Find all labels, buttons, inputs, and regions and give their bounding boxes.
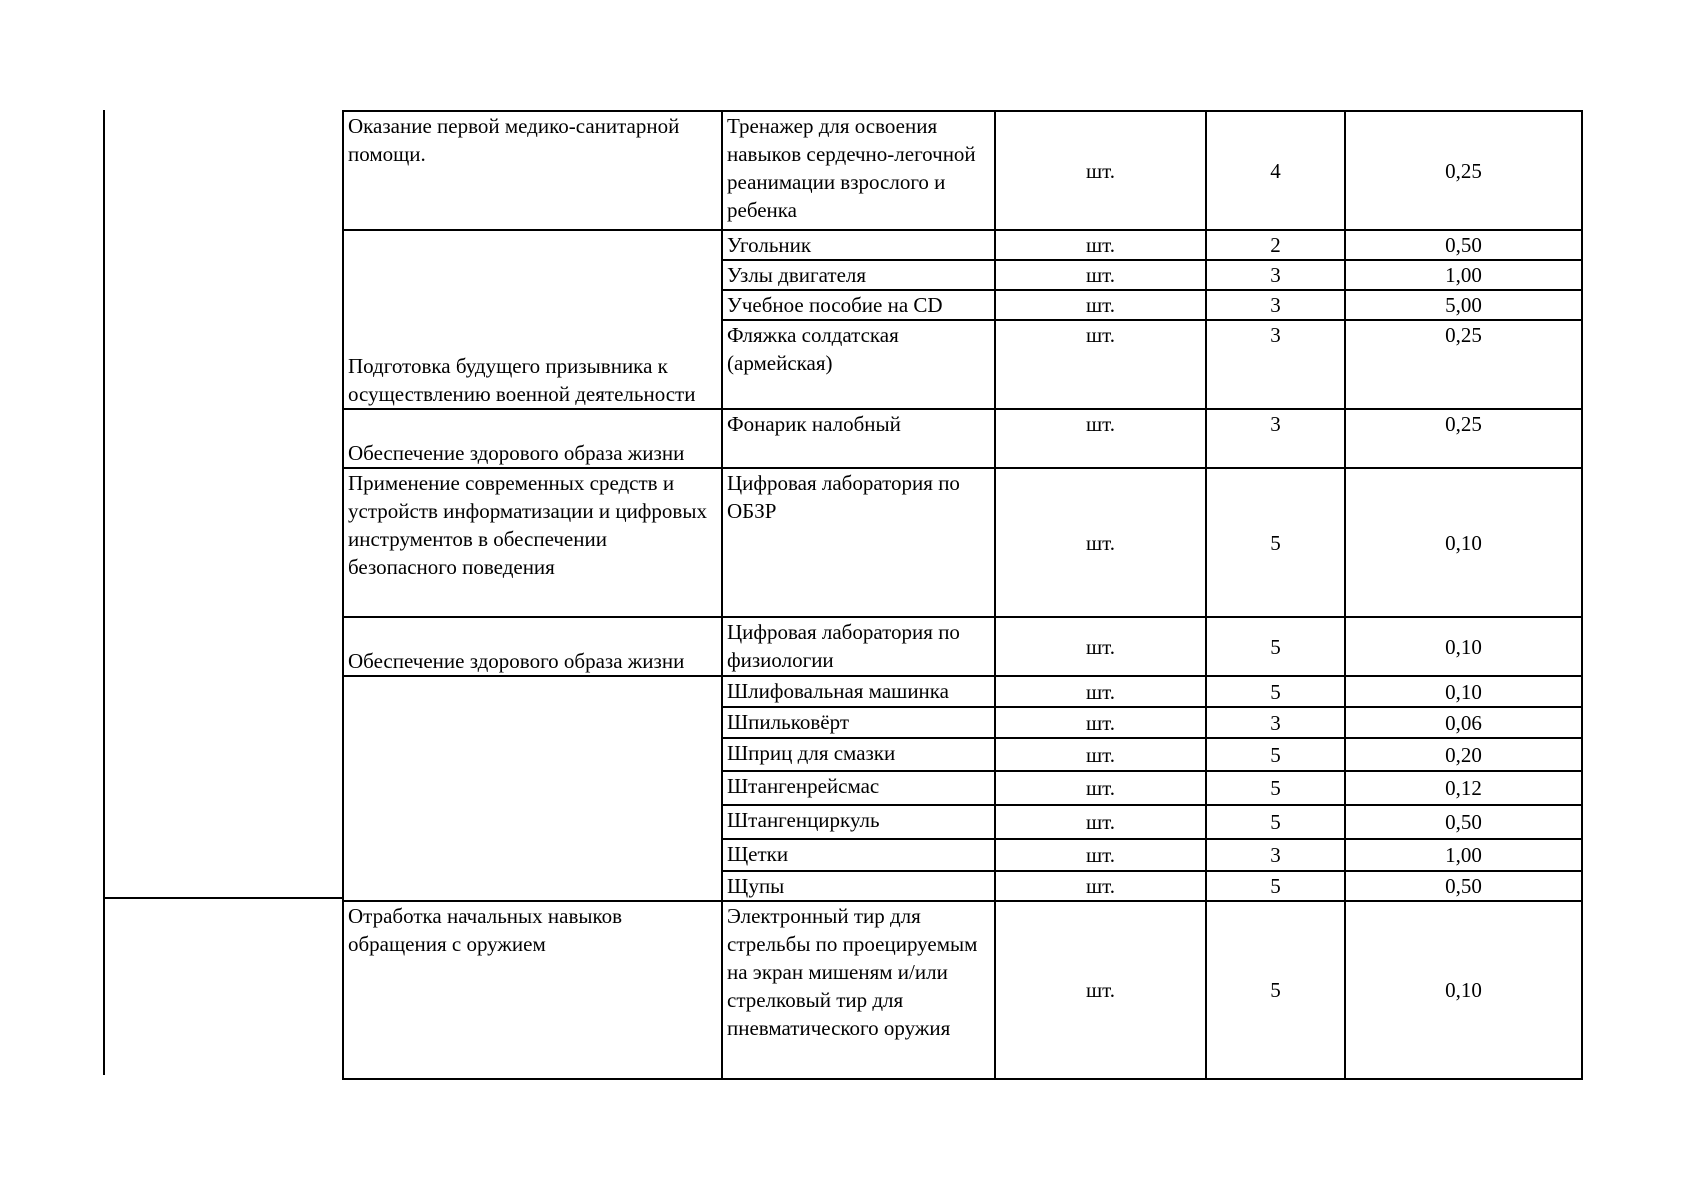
unit-cell: шт. [995,468,1206,617]
quantity-cell: 5 [1206,771,1345,805]
unit-cell: шт. [995,871,1206,901]
table-row [343,676,1582,707]
table-row [343,409,1582,468]
unit-cell: шт. [995,771,1206,805]
item-cell: Учебное пособие на CD [722,290,995,320]
unit-cell: шт. [995,839,1206,871]
item-cell: Фонарик налобный [722,409,995,468]
item-cell: Фляжка солдатская (армейская) [722,320,995,409]
item-cell: Штангенрейсмас [722,771,995,805]
quantity-cell: 3 [1206,707,1345,738]
item-cell: Узлы двигателя [722,260,995,290]
coefficient-cell: 0,20 [1345,738,1582,771]
unit-cell: шт. [995,676,1206,707]
coefficient-cell: 0,10 [1345,901,1582,1079]
table-row [343,111,1582,230]
unit-cell: шт. [995,617,1206,676]
coefficient-cell: 0,50 [1345,871,1582,901]
coefficient-cell: 1,00 [1345,839,1582,871]
item-cell: Шпильковёрт [722,707,995,738]
quantity-cell: 5 [1206,901,1345,1079]
topic-cell: Обеспечение здорового образа жизни [343,409,722,468]
quantity-cell: 3 [1206,409,1345,468]
coefficient-cell: 0,10 [1345,617,1582,676]
item-cell: Щупы [722,871,995,901]
topic-cell: Подготовка будущего призывника к осуществлению военной деятельности [343,230,722,409]
topic-cell [343,676,722,901]
left-border-line [103,110,105,1075]
quantity-cell: 4 [1206,111,1345,230]
equipment-table [342,110,1583,1080]
unit-cell: шт. [995,901,1206,1079]
quantity-cell: 3 [1206,320,1345,409]
unit-cell: шт. [995,111,1206,230]
quantity-cell: 5 [1206,468,1345,617]
item-cell: Цифровая лаборатория по физиологии [722,617,995,676]
topic-cell: Оказание первой медико-санитарной помощи. [343,111,722,230]
coefficient-cell: 0,25 [1345,111,1582,230]
coefficient-cell: 0,10 [1345,468,1582,617]
quantity-cell: 5 [1206,871,1345,901]
unit-cell: шт. [995,805,1206,839]
quantity-cell: 5 [1206,738,1345,771]
quantity-cell: 5 [1206,676,1345,707]
unit-cell: шт. [995,738,1206,771]
topic-cell: Отработка начальных навыков обращения с оружием [343,901,722,1079]
table-row [343,901,1582,1079]
item-cell: Шприц для смазки [722,738,995,771]
table-row [343,230,1582,260]
unit-cell: шт. [995,290,1206,320]
unit-cell: шт. [995,230,1206,260]
item-cell: Щетки [722,839,995,871]
quantity-cell: 3 [1206,290,1345,320]
quantity-cell: 2 [1206,230,1345,260]
coefficient-cell: 0,06 [1345,707,1582,738]
quantity-cell: 3 [1206,839,1345,871]
coefficient-cell: 0,50 [1345,805,1582,839]
item-cell: Штангенциркуль [722,805,995,839]
quantity-cell: 3 [1206,260,1345,290]
item-cell: Шлифовальная машинка [722,676,995,707]
unit-cell: шт. [995,707,1206,738]
item-cell: Угольник [722,230,995,260]
topic-cell: Обеспечение здорового образа жизни [343,617,722,676]
coefficient-cell: 1,00 [1345,260,1582,290]
coefficient-cell: 5,00 [1345,290,1582,320]
topic-cell: Применение современных средств и устройств информатизации и цифровых инструментов в обеспечении безопасного поведения [343,468,722,617]
coefficient-cell: 0,12 [1345,771,1582,805]
table-row [343,468,1582,617]
item-cell: Электронный тир для стрельбы по проецируемым на экран мишеням и/или стрелковый тир для пневматического оружия [722,901,995,1079]
coefficient-cell: 0,10 [1345,676,1582,707]
coefficient-cell: 0,50 [1345,230,1582,260]
quantity-cell: 5 [1206,805,1345,839]
quantity-cell: 5 [1206,617,1345,676]
unit-cell: шт. [995,260,1206,290]
unit-cell: шт. [995,409,1206,468]
table-row [343,617,1582,676]
unit-cell: шт. [995,320,1206,409]
coefficient-cell: 0,25 [1345,409,1582,468]
section-divider-line [103,897,343,899]
item-cell: Тренажер для освоения навыков сердечно-легочной реанимации взрослого и ребенка [722,111,995,230]
coefficient-cell: 0,25 [1345,320,1582,409]
item-cell: Цифровая лаборатория по ОБЗР [722,468,995,617]
